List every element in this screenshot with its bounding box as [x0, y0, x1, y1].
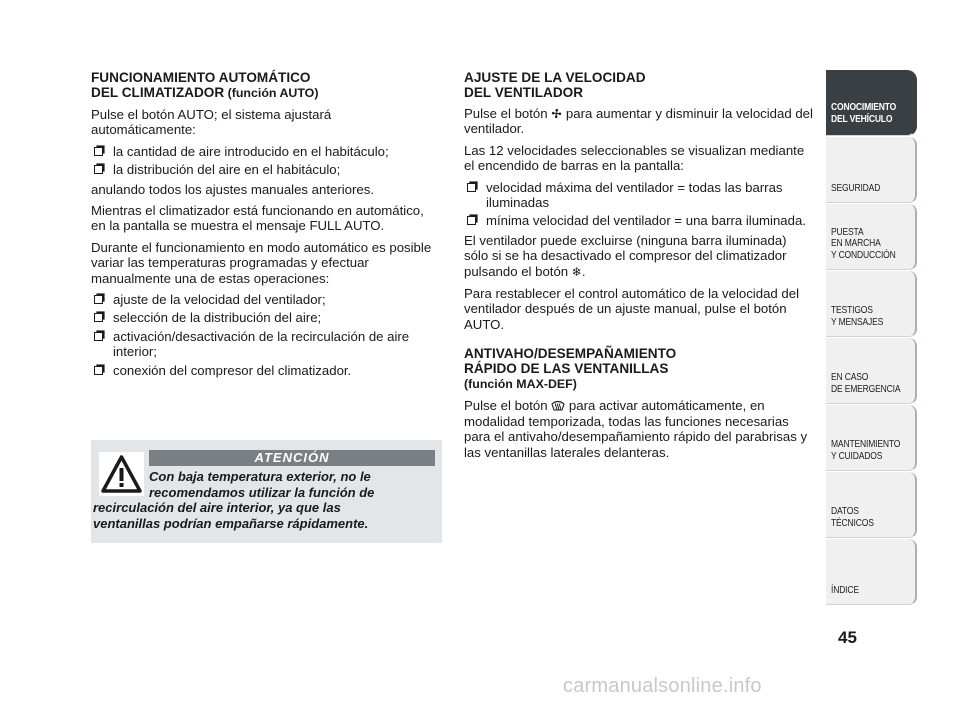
- paragraph: Para restablecer el control automático de la velocidad del ventilador después de un ajuste manual, pulse el botón AUTO.: [464, 286, 800, 332]
- list-item: la cantidad de aire introducido en el habitáculo;: [91, 144, 436, 159]
- list-item: mínima velocidad del ventilador = una barra iluminada.: [464, 213, 814, 228]
- tab-label: SEGURIDAD: [831, 182, 881, 194]
- list-item: selección de la distribución del aire;: [91, 310, 436, 325]
- tab-label: TESTIGOS Y MENSAJES: [831, 305, 884, 328]
- paragraph: [464, 233, 814, 280]
- tab-label: DATOS TÉCNICOS: [831, 506, 874, 529]
- tab-mantenimiento[interactable]: [826, 405, 917, 471]
- paragraph: Durante el funcionamiento en modo automático es posible variar las temperaturas programadas y efectuar manualmente una de estas operaciones:: [91, 239, 432, 286]
- warning-box: [91, 440, 442, 543]
- heading-line: DEL CLIMATIZADOR: [91, 85, 225, 100]
- bullet-list: [91, 292, 436, 378]
- text: Pulse el botón: [464, 398, 552, 414]
- text: para activar automáticamente, en modalidad temporizada, todas las funciones necesarias para el antivaho/desempañamiento rápido del parabrisas y las ventanillas laterales delanteras.: [464, 398, 808, 460]
- heading-line: FUNCIONAMIENTO AUTOMÁTICO: [91, 70, 311, 85]
- section-heading-fan: [464, 70, 814, 100]
- heading-line: ANTIVAHO/DESEMPAÑAMIENTO: [464, 346, 677, 362]
- heading-line: AJUSTE DE LA VELOCIDAD: [464, 70, 646, 85]
- paragraph: Pulse el botón AUTO; el sistema ajustará automáticamente:: [91, 107, 332, 138]
- bullet-list: [464, 180, 814, 229]
- defrost-icon: [551, 400, 565, 411]
- chapter-sidebar: [826, 70, 918, 606]
- section-heading-defrost: [464, 346, 814, 392]
- list-item: conexión del compresor del climatizador.: [91, 363, 436, 378]
- snowflake-icon: ❄: [571, 264, 582, 279]
- tab-label: CONOCIMIENTO DEL VEHÍCULO: [831, 102, 897, 125]
- tab-en-caso-de-emergencia[interactable]: [826, 338, 917, 404]
- tab-testigos-y-mensajes[interactable]: [826, 271, 917, 337]
- list-item: ajuste de la velocidad del ventilador;: [91, 292, 436, 307]
- heading-suffix: (función AUTO): [224, 86, 319, 100]
- bullet-list: [91, 144, 436, 178]
- text: Pulse el botón: [464, 106, 552, 121]
- list-item: velocidad máxima del ventilador = todas las barras iluminadas: [464, 180, 814, 211]
- text: para aumentar y disminuir la velocidad del ventilador.: [464, 106, 813, 137]
- heading-line: (función MAX-DEF): [464, 377, 577, 392]
- warning-line: recomendamos utilizar la función de: [149, 484, 375, 500]
- paragraph: anulando todos los ajustes manuales anteriores.: [91, 181, 374, 197]
- paragraph: Las 12 velocidades seleccionables se visualizan mediante el encendido de barras en la pantalla:: [464, 142, 805, 174]
- text: .: [581, 263, 586, 279]
- tab-label: PUESTA EN MARCHA Y CONDUCCIÓN: [831, 226, 896, 261]
- left-column: [91, 70, 436, 382]
- warning-text: [91, 469, 435, 531]
- tab-indice[interactable]: [826, 539, 917, 605]
- tab-puesta-en-marcha[interactable]: [826, 204, 917, 270]
- section-heading-auto: [91, 70, 436, 101]
- right-column: [464, 70, 814, 466]
- fan-icon: [551, 108, 562, 119]
- tab-conocimiento-del-vehiculo[interactable]: [826, 70, 917, 136]
- watermark: carmanualsonline.info: [563, 675, 762, 697]
- warning-line: Con baja temperatura exterior, no le: [149, 469, 371, 484]
- warning-line: ventanillas podrían empañarse rápidamente.: [93, 515, 369, 531]
- paragraph: [464, 106, 814, 137]
- text: El ventilador puede excluirse (ninguna barra iluminada) sólo si se ha desactivado el compresor del climatizador pulsando el botón: [464, 232, 787, 279]
- heading-line: DEL VENTILADOR: [464, 85, 584, 100]
- paragraph: Mientras el climatizador está funcionando en automático, en la pantalla se muestra el mensaje FULL AUTO.: [91, 203, 424, 234]
- list-item: activación/desactivación de la recirculación de aire interior;: [91, 329, 436, 360]
- warning-line: recirculación del aire interior, ya que las: [93, 500, 341, 516]
- tab-seguridad[interactable]: [826, 137, 917, 203]
- heading-line: RÁPIDO DE LAS VENTANILLAS: [464, 361, 669, 377]
- tab-label: EN CASO DE EMERGENCIA: [831, 372, 901, 395]
- paragraph: [464, 398, 814, 460]
- tab-label: ÍNDICE: [831, 584, 859, 596]
- page-number: 45: [838, 628, 857, 647]
- tab-label: MANTENIMIENTO Y CUIDADOS: [831, 439, 901, 462]
- tab-datos-tecnicos[interactable]: [826, 472, 917, 538]
- warning-title: ATENCIÓN: [149, 450, 435, 466]
- list-item: la distribución del aire en el habitáculo;: [91, 162, 436, 177]
- spacer: [464, 338, 814, 346]
